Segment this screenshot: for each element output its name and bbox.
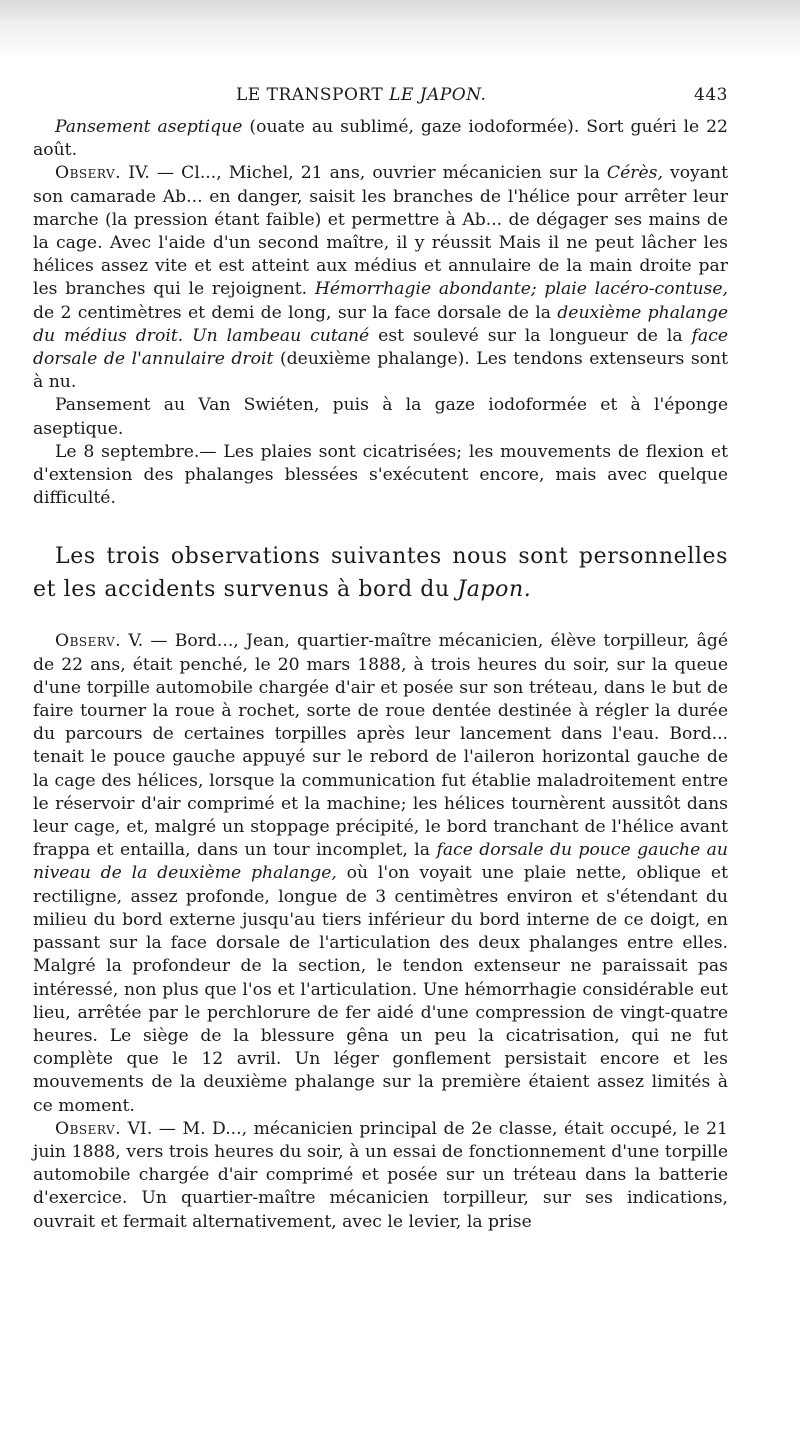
observ-v-text-b: où l'on voyait une plaie nette, oblique et rectiligne, assez profonde, longue de 3 centimètres environ et s'étendant du milieu du bord externe jusqu'au tiers inférieur du bord interne de ce doigt, en passant sur la face dorsale de l'articulation des deux phalanges entre elles. Malgré la profondeur de la section, le tendon extenseur ne paraissait pas intéressé, non plus que l'os et l'articulation. Une hémorrhagie considérable eut lieu, arrêtée par le perchlorure de fer aidé d'une compression de vingt-quatre heures. Le siège de la blessure gêna un peu la cicatrisation, qui ne fut complète que le 12 avril. Un léger gonflement persistait encore et les mouvements de la deuxième phalange sur la première étaient assez limités à ce moment.: [33, 863, 728, 1116]
observ-iv-text-a: IV. — Cl..., Michel, 21 ans, ouvrier mécanicien sur la: [121, 163, 607, 184]
paragraph-pansement: [33, 116, 728, 162]
observ-iv-text-e: (deuxième phalange). Les tendons extenseurs sont à nu.: [33, 349, 728, 393]
observ-iv-text-c: de 2 centimètres et demi de long, sur la face dorsale de la: [33, 302, 558, 323]
observ-iv-label: Observ.: [55, 163, 122, 184]
observ-iv-ship: Cérès,: [606, 163, 663, 184]
observ-iv-italic-2: deuxième phalange du médius droit. Un lambeau cutané: [33, 302, 728, 346]
running-title-roman: LE TRANSPORT: [236, 85, 390, 105]
section-heading-italic: Japon.: [457, 577, 532, 603]
running-header: [33, 84, 728, 116]
section-heading-text: Les trois observations suivantes nous sont personnelles et les accidents survenus à bord du: [33, 544, 728, 603]
page-number: 443: [694, 85, 728, 105]
paragraph-8-septembre: Le 8 septembre.— Les plaies sont cicatrisées; les mouvements de flexion et d'extension des phalanges blessées s'exécutent encore, mais avec quelque difficulté.: [33, 441, 728, 509]
pansement-text: (ouate au sublimé, gaze iodoformée). Sort guéri le 22 août.: [33, 117, 728, 161]
running-title-italic: LE JAPON.: [389, 85, 487, 105]
paragraph-observ-v: [33, 630, 728, 1117]
observ-v-label: Observ.: [55, 631, 122, 652]
paragraph-observ-iv: [33, 162, 728, 394]
observ-vi-text: VI. — M. D..., mécanicien principal de 2e classe, était occupé, le 21 juin 1888, vers trois heures du soir, à un essai de fonctionnement d'une torpille automobile chargée d'air comprimé et posée sur un tréteau dans la batterie d'exercice. Un quartier-maître mécanicien torpilleur, sur ses indications, ouvrait et fermait alternativement, avec le levier, la prise: [33, 1118, 728, 1232]
scan-top-shadow: [0, 0, 800, 60]
observ-v-italic: face dorsale du pouce gauche au niveau de la deuxième phalange,: [33, 840, 728, 884]
pansement-italic: Pansement aseptique: [55, 117, 243, 137]
observ-iv-italic-3: face dorsale de l'annulaire droit: [33, 325, 728, 370]
document-page: [33, 84, 728, 1234]
running-title: [236, 84, 486, 107]
observ-v-text-a: V. — Bord..., Jean, quartier-maître mécanicien, élève torpilleur, âgé de 22 ans, était penché, le 20 mars 1888, à trois heures du soir, sur la queue d'une torpille automobile chargée d'air et posée sur son tréteau, dans le but de faire tourner la roue à rochet, sorte de roue dentée destinée à régler la durée du parcours de certaines torpilles après leur lancement dans l'eau. Bord... tenait le pouce gauche appuyé sur le rebord de l'aileron horizontal gauche de la cage des hélices, lorsque la communication fut établie maladroitement entre le réservoir d'air comprimé et la machine; les hélices tournèrent aussitôt dans leur cage, et, malgré un stoppage précipité, le bord tranchant de l'hélice avant frappa et entailla, dans un tour incomplet, la: [33, 631, 728, 861]
paragraph-van-swieten: Pansement au Van Swiéten, puis à la gaze iodoformée et à l'éponge aseptique.: [33, 395, 728, 439]
observ-iv-italic-1: Hémorrhagie abondante; plaie lacéro-contuse,: [314, 279, 728, 300]
observ-iv-text-b: voyant son camarade Ab... en danger, saisit les branches de l'hélice pour arrêter leur marche (la pression étant faible) et permettre à Ab... de dégager ses mains de la cage. Avec l'aide d'un second maître, il y réussit Mais il ne peut lâcher les hélices assez vite et est atteint aux médius et annulaire de la main droite par les branches qui le rejoignent.: [33, 163, 728, 300]
observ-vi-label: Observ.: [55, 1118, 122, 1139]
section-heading: [33, 540, 728, 606]
paragraph-observ-vi: [33, 1118, 728, 1234]
observ-iv-text-d: est soulevé sur la longueur de la: [369, 325, 692, 346]
